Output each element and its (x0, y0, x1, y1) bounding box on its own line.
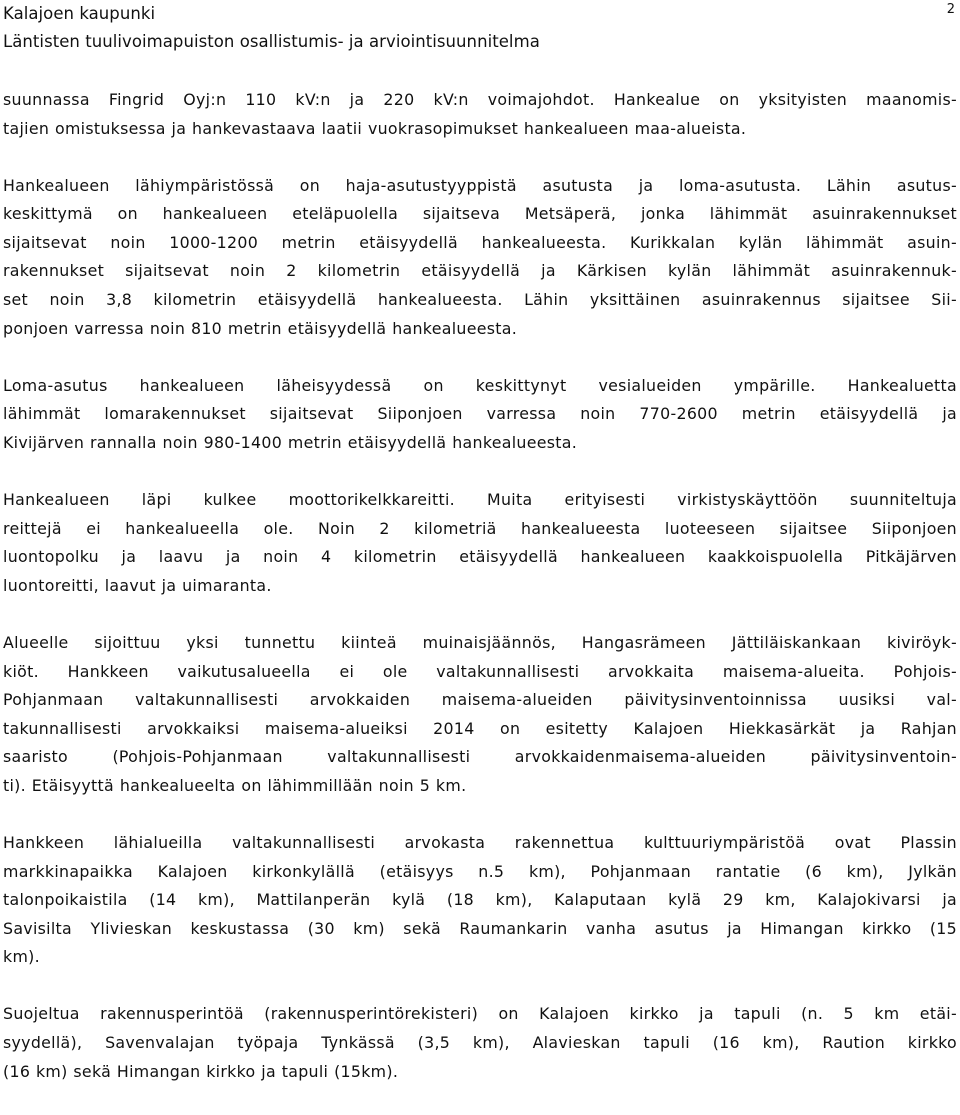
text-line: km). (3, 947, 40, 967)
text-line: suunnassa Fingrid Oyj:n 110 kV:n ja 220 kV:n voimajohdot. Hankealue on yksityisten maanomis- (3, 90, 957, 109)
text-line: tajien omistuksessa ja hankevastaava laatii vuokrasopimukset hankealueen maa-alueista. (3, 118, 747, 138)
text-line: Hankealueen läpi kulkee moottorikelkkareitti. Muita erityisesti virkistyskäyttöön suunniteltuja (3, 490, 957, 510)
text-line: rakennukset sijaitsevat noin 2 kilometrin etäisyydellä ja Kärkisen kylän lähimmät asuinrakennuk- (3, 261, 957, 281)
text-line: Hankkeen lähialueilla valtakunnallisesti arvokasta rakennettua kulttuuriympäristöä ovat Plassin (3, 832, 957, 852)
paragraph-land-ownership (3, 86, 957, 143)
text-line: takunnallisesti arvokkaiksi maisema-alueiksi 2014 on esitetty Kalajoen Hiekkasärkät ja Rahjan (3, 718, 957, 738)
header-organization: Kalajoen kaupunki (3, 4, 156, 23)
text-line: lähimmät lomarakennukset sijaitsevat Siiponjoen varressa noin 770-2600 metrin etäisyydellä ja (3, 404, 957, 424)
document-header (3, 0, 903, 56)
text-line: ponjoen varressa noin 810 metrin etäisyydellä hankealueesta. (3, 318, 518, 338)
text-line: keskittymä on hankealueen eteläpuolella sijaitseva Metsäperä, jonka lähimmät asuinrakennukset (3, 204, 957, 224)
text-line: sijaitsevat noin 1000-1200 metrin etäisyydellä hankealueesta. Kurikkalan kylän lähimmät asuin- (3, 232, 957, 252)
text-line: kiöt. Hankkeen vaikutusalueella ei ole valtakunnallisesti arvokkaita maisema-alueita. Pohjois- (3, 661, 957, 681)
text-line: Suojeltua rakennusperintöä (rakennusperintörekisteri) on Kalajoen kirkko ja tapuli (n. 5 km etäi- (3, 1004, 957, 1024)
text-line: syydellä), Savenvalajan työpaja Tynkässä (3,5 km), Alavieskan tapuli (16 km), Raution kirkko (3, 1033, 957, 1053)
paragraph-settlement (3, 172, 957, 344)
text-line: Alueelle sijoittuu yksi tunnettu kiinteä muinaisjäännös, Hangasrämeen Jättiläiskankaan kiviröyk- (3, 632, 957, 652)
text-line: (16 km) sekä Himangan kirkko ja tapuli (15km). (3, 1061, 399, 1081)
text-line: Hankealueen lähiympäristössä on haja-asutustyyppistä asutusta ja loma-asutusta. Lähin asutus- (3, 175, 957, 195)
text-line: luontoreitti, laavut ja uimaranta. (3, 575, 272, 595)
text-line: markkinapaikka Kalajoen kirkonkylällä (etäisyys n.5 km), Pohjanmaan rantatie (6 km), Jylkän (3, 861, 957, 881)
text-line: Loma-asutus hankealueen läheisyydessä on keskittynyt vesialueiden ympärille. Hankealuetta (3, 375, 957, 395)
text-line: saaristo (Pohjois-Pohjanmaan valtakunnallisesti arvokkaidenmaisema-alueiden päivitysinventoin- (3, 747, 957, 767)
text-line: luontopolku ja laavu ja noin 4 kilometrin etäisyydellä hankealueen kaakkoispuolella Pitkäjärven (3, 547, 957, 567)
text-line: ti). Etäisyyttä hankealueelta on lähimmillään noin 5 km. (3, 775, 467, 795)
text-line: talonpoikaistila (14 km), Mattilanperän kylä (18 km), Kalaputaan kylä 29 km, Kalajokivarsi ja (3, 890, 957, 910)
paragraph-protected-buildings (3, 1000, 957, 1086)
paragraph-recreation (3, 486, 957, 600)
text-line: Savisilta Ylivieskan keskustassa (30 km) sekä Raumankarin vanha asutus ja Himangan kirkko (15 (3, 918, 957, 938)
paragraph-antiquities-landscape (3, 629, 957, 801)
text-line: Pohjanmaan valtakunnallisesti arvokkaiden maisema-alueiden päivitysinventoinnissa uusiksi val- (3, 690, 957, 710)
document-body (3, 86, 957, 1115)
header-document-title: Läntisten tuulivoimapuiston osallistumis- ja arviointisuunnitelma (3, 32, 540, 51)
text-line: reittejä ei hankealueella ole. Noin 2 kilometriä hankealueesta luoteeseen sijaitsee Siiponjoen (3, 518, 957, 538)
text-line: set noin 3,8 kilometrin etäisyydellä hankealueesta. Lähin yksittäinen asuinrakennus sijaitsee Sii- (3, 290, 957, 310)
text-line: Kivijärven rannalla noin 980-1400 metrin etäisyydellä hankealueesta. (3, 432, 578, 452)
page-number: 2 (946, 2, 955, 17)
paragraph-cultural-environment (3, 829, 957, 972)
paragraph-holiday-homes (3, 372, 957, 458)
